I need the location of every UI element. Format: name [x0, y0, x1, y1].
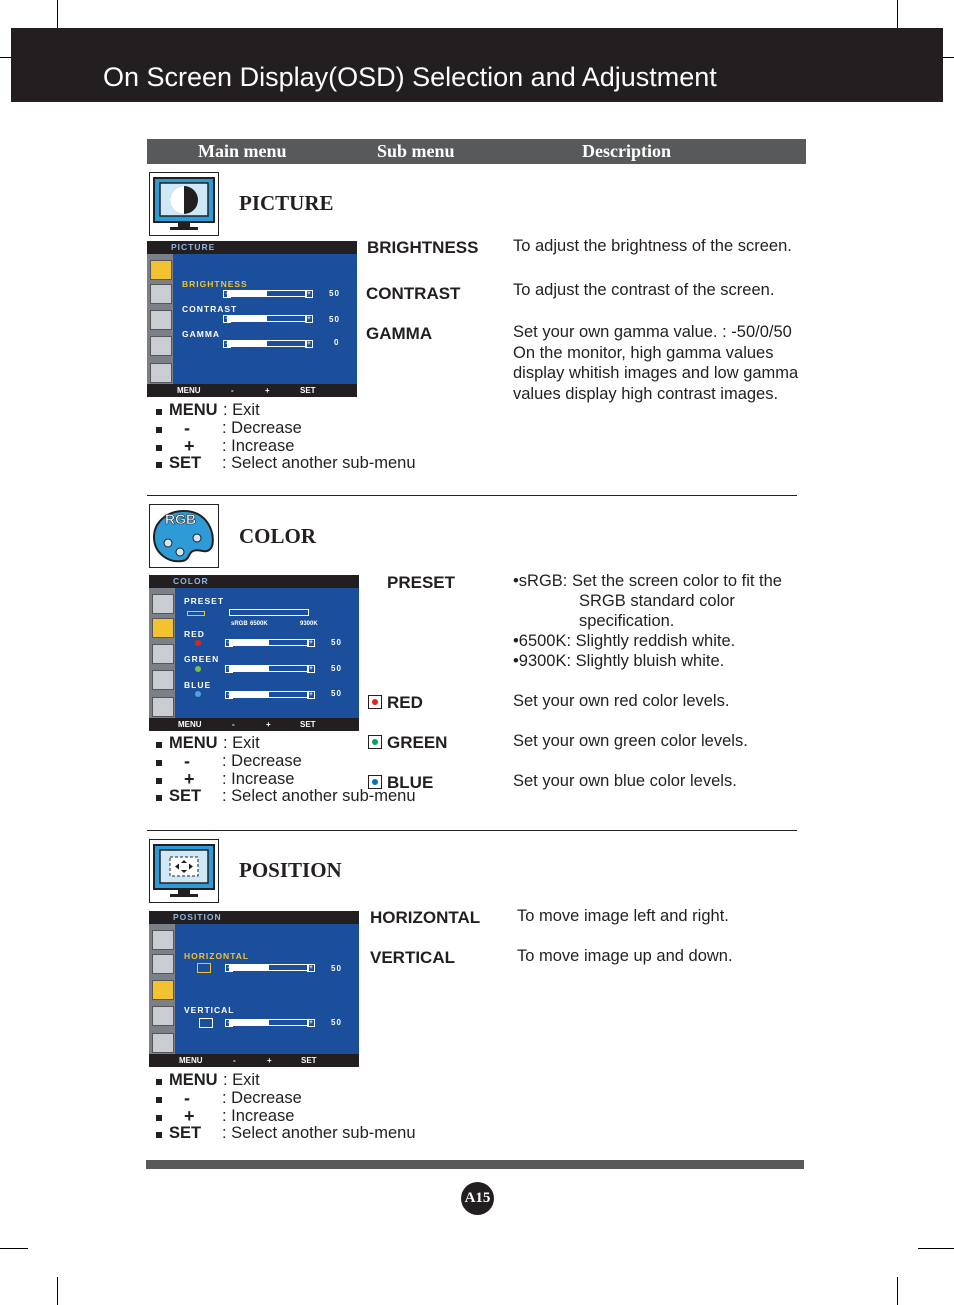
color-sub-red: RED [387, 693, 423, 712]
picture-sub-gamma: GAMMA [366, 324, 433, 343]
osd-level-fill [230, 1020, 269, 1025]
color-palette-icon [149, 504, 219, 568]
osd-item-value: 50 [329, 315, 340, 324]
osd-tab-color-icon [152, 618, 174, 638]
legend-set-text: : Select another sub-menu [222, 787, 416, 806]
page-number-badge: A15 [461, 1182, 494, 1215]
picture-desc-contrast: To adjust the contrast of the screen. [513, 281, 775, 299]
osd-tab-picture-icon [152, 930, 174, 950]
desc-line: •6500K: Slightly reddish white. [513, 632, 736, 650]
osd-footer-minus: - [232, 720, 235, 729]
desc-line: •sRGB: Set the screen color to fit the [513, 572, 782, 590]
color-sub-blue: BLUE [387, 773, 434, 792]
crop-mark [0, 57, 11, 58]
osd-tab-color-icon [152, 954, 174, 974]
desc-line: Set your own gamma value. : -50/0/50 [513, 323, 792, 341]
color-section-title: COLOR [239, 524, 317, 548]
color-desc-preset [513, 571, 782, 671]
legend-plus-key: + [184, 1105, 195, 1126]
desc-line: specification. [579, 612, 675, 630]
osd-horizontal-icon [197, 963, 211, 973]
osd-footer-set: SET [300, 720, 316, 729]
picture-desc-brightness: To adjust the brightness of the screen. [513, 237, 792, 255]
page-title: On Screen Display(OSD) Selection and Adjustment [103, 62, 717, 92]
picture-desc-gamma [513, 322, 798, 404]
osd-tab-position-icon [152, 644, 174, 664]
crop-mark [897, 1277, 898, 1305]
legend-minus-text: : Decrease [222, 751, 302, 770]
legend-minus-key: - [184, 417, 190, 438]
osd-tab-position-icon [152, 980, 174, 1000]
legend-menu-text: : Exit [223, 401, 260, 419]
osd-footer-set: SET [300, 386, 316, 395]
osd-item-label: RED [184, 629, 205, 639]
osd-item-value: 50 [331, 1018, 342, 1027]
osd-tab-picture-icon [152, 594, 174, 614]
page-footer-bar [146, 1160, 804, 1169]
osd-item-label: BLUE [184, 680, 212, 690]
legend-menu-key: MENU [169, 734, 218, 752]
osd-footer-menu: MENU [178, 720, 202, 729]
osd-level-fill [228, 316, 267, 321]
osd-level-bar [229, 639, 309, 646]
picture-section-title: PICTURE [239, 191, 334, 215]
color-osd-screenshot [149, 575, 359, 731]
legend-plus-text: : Increase [222, 436, 295, 455]
crop-mark [897, 0, 898, 28]
legend-minus-text: : Decrease [222, 418, 302, 437]
osd-footer [149, 1054, 359, 1067]
crop-mark [57, 1277, 58, 1305]
osd-level-bar [229, 1019, 309, 1026]
osd-item-label: BRIGHTNESS [182, 279, 248, 289]
red-indicator-icon [368, 695, 382, 709]
osd-footer-minus: - [231, 386, 234, 395]
legend-minus-text: : Decrease [222, 1088, 302, 1107]
column-description: Description [582, 141, 671, 161]
color-sub-green: GREEN [387, 733, 448, 752]
position-desc-horizontal: To move image left and right. [517, 907, 729, 925]
osd-level-bar [229, 964, 309, 971]
osd-preset-opt3: 9300K [300, 621, 318, 627]
osd-preset-bar [229, 609, 309, 616]
osd-plus-icon: + [305, 315, 313, 323]
legend-plus-text: : Increase [222, 769, 295, 788]
osd-tab-tracking-icon [150, 336, 172, 356]
crop-mark [57, 0, 58, 28]
osd-footer-plus: + [266, 720, 271, 729]
osd-tab-strip [149, 924, 175, 1054]
legend-minus-key: - [184, 1087, 190, 1108]
osd-level-fill [228, 291, 267, 296]
osd-tab-setup-icon [152, 697, 174, 717]
osd-level-bar [227, 315, 307, 322]
osd-footer [149, 718, 359, 731]
crop-mark [918, 1248, 954, 1249]
legend-set-text: : Select another sub-menu [222, 1124, 416, 1143]
osd-level-fill [230, 692, 269, 697]
picture-osd-screenshot [147, 241, 357, 397]
osd-plus-icon: + [305, 340, 313, 348]
column-main-menu: Main menu [198, 141, 287, 161]
desc-line: SRGB standard color [579, 592, 735, 610]
osd-preset-label: PRESET [184, 596, 225, 606]
legend-menu-text: : Exit [223, 734, 260, 752]
color-desc-red: Set your own red color levels. [513, 692, 730, 710]
legend-menu-text: : Exit [223, 1071, 260, 1089]
osd-item-value: 50 [331, 638, 342, 647]
osd-plus-icon: + [305, 290, 313, 298]
osd-tab-setup-icon [150, 363, 172, 383]
osd-title: PICTURE [147, 241, 357, 254]
osd-item-label: GREEN [184, 654, 220, 664]
osd-level-bar [229, 691, 309, 698]
osd-red-dot [195, 640, 201, 646]
osd-footer-plus: + [265, 386, 270, 395]
green-indicator-icon [368, 735, 382, 749]
osd-footer-minus: - [233, 1056, 236, 1065]
legend-set-key: SET [169, 787, 202, 806]
color-desc-green: Set your own green color levels. [513, 732, 748, 750]
column-sub-menu: Sub menu [377, 141, 455, 161]
osd-level-fill [230, 666, 269, 671]
osd-tab-strip [147, 254, 173, 384]
color-desc-blue: Set your own blue color levels. [513, 772, 737, 790]
osd-item-value: 50 [331, 964, 342, 973]
osd-level-bar [227, 290, 307, 297]
osd-footer-menu: MENU [179, 1056, 203, 1065]
osd-item-label: VERTICAL [184, 1005, 235, 1015]
osd-plus-icon: + [307, 1019, 315, 1027]
osd-preset-marker [187, 611, 205, 616]
osd-tab-tracking-icon [152, 1006, 174, 1026]
picture-sub-brightness: BRIGHTNESS [367, 238, 479, 257]
desc-line: On the monitor, high gamma values [513, 343, 774, 362]
osd-item-label: CONTRAST [182, 304, 238, 314]
osd-vertical-icon [199, 1018, 213, 1028]
osd-item-value: 50 [331, 689, 342, 698]
color-icon-text: RGB [165, 511, 197, 527]
legend-set-key: SET [169, 454, 202, 473]
position-monitor-icon [149, 839, 219, 903]
section-divider [147, 495, 797, 496]
osd-tab-position-icon [150, 310, 172, 330]
osd-item-label: HORIZONTAL [184, 951, 250, 961]
position-desc-vertical: To move image up and down. [517, 947, 733, 965]
color-sub-preset: PRESET [387, 573, 456, 592]
osd-footer-menu: MENU [177, 386, 201, 395]
osd-plus-icon: + [307, 964, 315, 972]
osd-tab-strip [149, 588, 175, 718]
legend-menu-key: MENU [169, 1071, 218, 1089]
osd-tab-setup-icon [152, 1033, 174, 1053]
osd-preset-opt1: sRGB [231, 621, 248, 627]
position-sub-vertical: VERTICAL [370, 948, 455, 967]
picture-monitor-icon [149, 172, 219, 236]
legend-menu-key: MENU [169, 401, 218, 419]
picture-sub-contrast: CONTRAST [366, 284, 461, 303]
osd-item-value: 50 [331, 664, 342, 673]
osd-item-value: 50 [329, 289, 340, 298]
osd-level-fill [228, 341, 267, 346]
osd-tab-color-icon [150, 284, 172, 304]
legend-set-text: : Select another sub-menu [222, 454, 416, 473]
crop-mark [943, 57, 954, 58]
crop-mark [0, 1248, 28, 1249]
desc-line: display whitish images and low gamma [513, 364, 799, 382]
osd-footer-plus: + [267, 1056, 272, 1065]
legend-plus-text: : Increase [222, 1106, 295, 1125]
osd-plus-icon: + [307, 665, 315, 673]
osd-tab-picture-icon [150, 260, 172, 280]
osd-level-bar [229, 665, 309, 672]
desc-line: values display high contrast images. [513, 384, 779, 403]
position-section-title: POSITION [239, 858, 342, 882]
position-sub-horizontal: HORIZONTAL [370, 908, 481, 927]
legend-set-key: SET [169, 1124, 202, 1143]
section-divider [147, 830, 797, 831]
osd-preset-opt2: 6500K [250, 621, 268, 627]
osd-title: COLOR [149, 575, 359, 588]
osd-footer [147, 384, 357, 397]
legend-minus-key: - [184, 750, 190, 771]
osd-level-bar [227, 340, 307, 347]
legend-plus-key: + [184, 768, 195, 789]
osd-title: POSITION [149, 911, 359, 924]
osd-tab-tracking-icon [152, 670, 174, 690]
legend-plus-key: + [184, 435, 195, 456]
osd-item-label: GAMMA [182, 329, 221, 339]
osd-footer-set: SET [301, 1056, 317, 1065]
osd-plus-icon: + [307, 639, 315, 647]
position-osd-screenshot [149, 911, 359, 1067]
osd-level-fill [230, 965, 269, 970]
osd-plus-icon: + [307, 691, 315, 699]
desc-line: •9300K: Slightly bluish white. [513, 652, 725, 670]
osd-level-fill [230, 640, 269, 645]
osd-blue-dot [195, 691, 201, 697]
osd-green-dot [195, 666, 201, 672]
osd-item-value: 0 [334, 338, 340, 347]
